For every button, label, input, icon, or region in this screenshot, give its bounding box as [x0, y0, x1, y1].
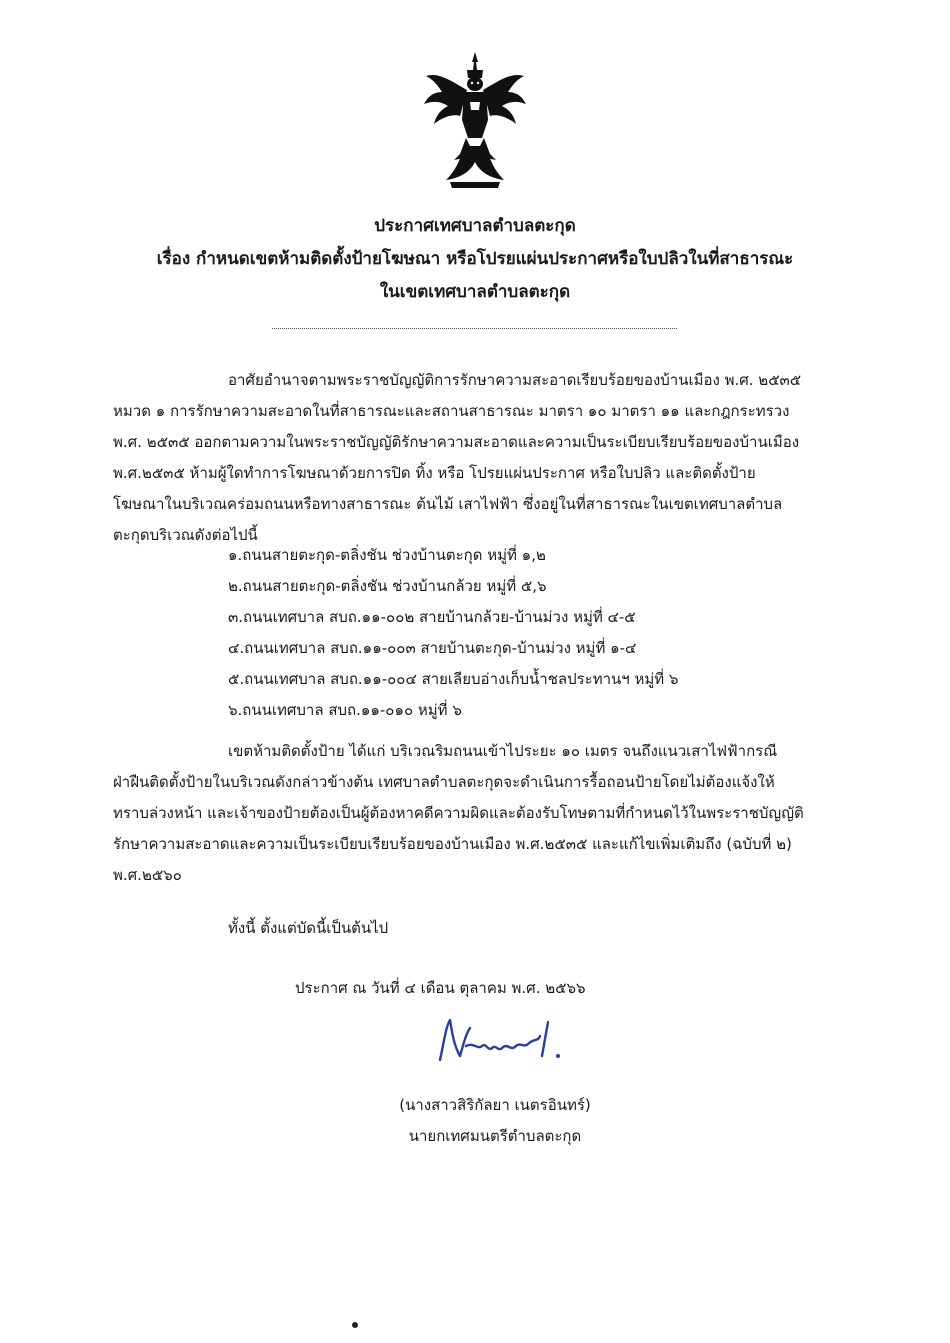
signer-block: [0, 1090, 950, 1152]
road-list-item: ๕.ถนนเทศบาล สบถ.๑๑-๐๐๔ สายเลียบอ่างเก็บน้ำชลประทานฯ หมู่ที่ ๖: [228, 670, 679, 688]
paragraph-2-line: รักษาความสะอาดและความเป็นระเบียบเรียบร้อยของบ้านเมือง พ.ศ.๒๕๓๕ และแก้ไขเพิ่มเติมถึง (ฉบับที่ ๒): [113, 835, 792, 853]
paragraph-2-line: ฝ่าฝืนติดตั้งป้ายในบริเวณดังกล่าวข้างต้น เทศบาลตำบลตะกุดจะดำเนินการรื้อถอนป้ายโดยไม่ต้องแจ้งให้: [113, 773, 775, 791]
paragraph-2-line: เขตห้ามติดตั้งป้าย ได้แก่ บริเวณริมถนนเข้าไประยะ ๑๐ เมตร จนถึงแนวเสาไฟฟ้ากรณี: [228, 742, 778, 760]
paragraph-1-line: อาศัยอำนาจตามพระราชบัญญัติการรักษาความสะอาดเรียบร้อยของบ้านเมือง พ.ศ. ๒๕๓๕: [228, 371, 802, 389]
signer-name: (นางสาวสิริกัลยา เนตรอินทร์): [399, 1096, 591, 1114]
paragraph-1-line: ตะกุดบริเวณดังต่อไปนี้: [113, 526, 258, 544]
paragraph-1-line: หมวด ๑ การรักษาความสะอาดในที่สาธารณะและสถานสาธารณะ มาตรา ๑๐ มาตรา ๑๑ และกฎกระทรวง: [113, 402, 790, 420]
scan-speck: [352, 1322, 358, 1328]
paragraph-1: [113, 365, 838, 551]
title-divider: [272, 328, 677, 329]
road-list-item: ๖.ถนนเทศบาล สบถ.๑๑-๐๑๐ หมู่ที่ ๖: [228, 701, 462, 719]
road-list-item: ๔.ถนนเทศบาล สบถ.๑๑-๐๐๓ สายบ้านตะกุด-บ้านม่วง หมู่ที่ ๑-๔: [228, 639, 637, 657]
road-list-item: ๑.ถนนสายตะกุด-ตลิ่งชัน ช่วงบ้านตะกุด หมู่ที่ ๑,๒: [228, 546, 546, 564]
title-line-2: เรื่อง กำหนดเขตห้ามติดตั้งป้ายโฆษณา หรือโปรยแผ่นประกาศหรือใบปลิวในที่สาธารณะ: [156, 249, 794, 269]
title-line-1: ประกาศเทศบาลตำบลตะกุด: [374, 216, 576, 236]
title-line-3: ในเขตเทศบาลตำบลตะกุด: [379, 282, 571, 302]
signer-title: นายกเทศมนตรีตำบลตะกุด: [408, 1127, 582, 1145]
garuda-emblem-icon: [420, 50, 530, 190]
paragraph-2-line: พ.ศ.๒๕๖๐: [113, 866, 182, 884]
paragraph-2-line: ทราบล่วงหน้า และเจ้าของป้ายต้องเป็นผู้ต้องหาคดีความผิดและต้องรับโทษตามที่กำหนดไว้ในพระราชบัญญัติ: [113, 804, 804, 822]
paragraph-1-line: โฆษณาในบริเวณคร่อมถนนหรือทางสาธารณะ ต้นไม้ เสาไฟฟ้า ซึ่งอยู่ในที่สาธารณะในเขตเทศบาลตำบล: [113, 495, 783, 513]
road-list: [228, 540, 828, 726]
announcement-title: [0, 210, 950, 309]
signature-image: [430, 1012, 580, 1072]
closing-statement: ทั้งนี้ ตั้งแต่บัดนี้เป็นต้นไป: [228, 919, 389, 937]
paragraph-2: [113, 736, 838, 891]
paragraph-1-line: พ.ศ.๒๕๓๕ ห้ามผู้ใดทำการโฆษณาด้วยการปิด ทิ้ง หรือ โปรยแผ่นประกาศ หรือใบปลิว และติดตั้งป้าย: [113, 464, 756, 482]
road-list-item: ๓.ถนนเทศบาล สบถ.๑๑-๐๐๒ สายบ้านกล้วย-บ้านม่วง หมู่ที่ ๔-๕: [228, 608, 636, 626]
announcement-date: ประกาศ ณ วันที่ ๔ เดือน ตุลาคม พ.ศ. ๒๕๖๖: [295, 979, 586, 997]
road-list-item: ๒.ถนนสายตะกุด-ตลิ่งชัน ช่วงบ้านกล้วย หมู่ที่ ๕,๖: [228, 577, 547, 595]
paragraph-1-line: พ.ศ. ๒๕๓๕ ออกตามความในพระราชบัญญัติรักษาความสะอาดและความเป็นระเบียบเรียบร้อยของบ้านเมือง: [113, 433, 800, 451]
